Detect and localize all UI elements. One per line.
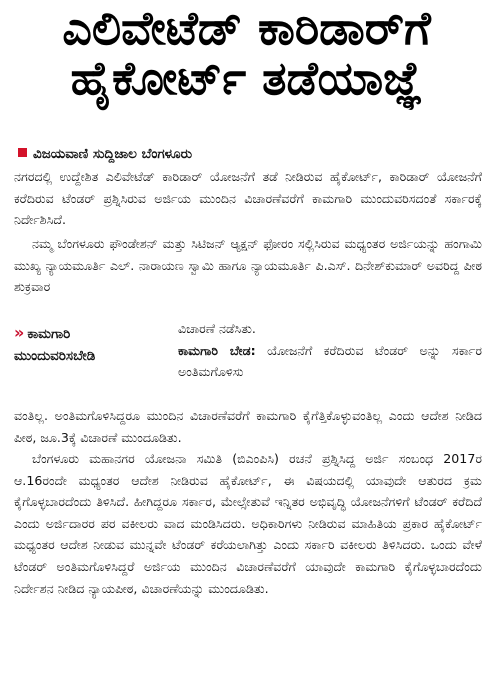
sidebar-line-1: ಕಾಮಗಾರಿ [27,326,71,342]
paragraph-2-end: ವಿಚಾರಣೆ ನಡೆಸಿತು. [178,321,256,336]
red-square-icon [18,148,27,157]
headline-line-2: ಹೈಕೋರ್ಟ್ ತಡೆಯಾಜ್ಞೆ [70,51,423,106]
byline [18,146,192,162]
paragraph-2 [14,233,482,298]
chevron-icon: » [14,323,25,342]
paragraph-1: ನಗರದಲ್ಲಿ ಉದ್ದೇಶಿತ ಎಲಿವೇಟೆಡ್ ಕಾರಿಡಾರ್ ಯೋಜನೆಗೆ ತಡೆ ನೀಡಿರುವ ಹೈಕೋರ್ಟ್, ಕಾರಿಡಾರ್ ಯೋಜನೆಗೆ ಕರೆದಿರುವ ಟೆಂಡರ್ ಪ್ರಶ್ನಿಸಿರುವ ಅರ್ಜಿಯ ಮುಂದಿನ ವಿಚಾರಣೆವರೆಗೆ ಕಾಮಗಾರಿ ಮುಂದುವರಿಸದಂತೆ ಸರ್ಕಾರಕ್ಕೆ ನಿರ್ದೇಶಿಸಿದೆ. [14,169,482,228]
paragraph-3-column-text: ಯೋಜನೆಗೆ ಕರೆದಿರುವ ಟೆಂಡರ್ ಅನ್ನು ಸರ್ಕಾರ ಅಂತಿಮಗೊಳಿಸು [178,342,482,380]
paragraph-4: ಬೆಂಗಳೂರು ಮಹಾನಗರ ಯೋಜನಾ ಸಮಿತಿ (ಬಿಎಂಪಿಸಿ) ರಚನೆ ಪ್ರಶ್ನಿಸಿದ್ದ ಅರ್ಜಿ ಸಂಬಂಧ 2017ರ ಆ.16ರಂದೇ ಮಧ್ಯಂತರ ಆದೇಶ ನೀಡಿರುವ ಹೈಕೋರ್ಟ್, ಈ ವಿಷಯದಲ್ಲಿ ಯಾವುದೇ ಆತುರದ ಕ್ರಮ ಕೈಗೊಳ್ಳಬಾರದೆಂದು ತಿಳಿಸಿದೆ. ಹೀಗಿದ್ದರೂ ಸರ್ಕಾರ, ಮೇಲ್ಸೇತುವೆ ಇನ್ನಿತರ ಅಭಿವೃದ್ಧಿ ಯೋಜನೆಗಳಿಗೆ ಟೆಂಡರ್ ಕರೆದಿದೆ ಎಂದು ಅರ್ಜಿದಾರರ ಪರ ವಕೀಲರು ವಾದ ಮಂಡಿಸಿದರು. ಅಧಿಕಾರಿಗಳು ನೀಡಿರುವ ಮಾಹಿತಿಯ ಪ್ರಕಾರ ಹೈಕೋರ್ಟ್ ಮಧ್ಯಂತರ ಆದೇಶ ನೀಡುವ ಮುನ್ನವೇ ಟೆಂಡರ್ ಕರೆಯಲಾಗಿತ್ತು ಎಂದು ಸರ್ಕಾರಿ ವಕೀಲರು ತಿಳಿಸಿದರು. ಒಂದು ವೇಳೆ ಟೆಂಡರ್ ಅಂತಿಮಗೊಳಿಸಿದ್ದರೆ ಅರ್ಜಿಯ ಮುಂದಿನ ವಿಚಾರಣೆವರೆಗೆ ಯಾವುದೇ ಕಾಮಗಾರಿ ಕೈಗೊಳ್ಳಬಾರದೆಂದು ನಿರ್ದೇಶನ ನೀಡಿದ ನ್ಯಾಯಪೀಠ, ವಿಚಾರಣೆಯನ್ನು ಮುಂದೂಡಿತು. [14,451,482,596]
paragraph-3-lead: ಕಾಮಗಾರಿ ಬೇಡ: [178,342,256,358]
paragraph-3-rest: ವಂತಿಲ್ಲ. ಅಂತಿಮಗೊಳಿಸಿದ್ದರೂ ಮುಂದಿನ ವಿಚಾರಣೆವರೆಗೆ ಕಾಮಗಾರಿ ಕೈಗೆತ್ತಿಕೊಳ್ಳುವಂತಿಲ್ಲ ಎಂದು ಆದೇಶ ನೀಡಿದ ಪೀಠ, ಜೂ.3ಕ್ಕೆ ವಿಚಾರಣೆ ಮುಂದೂಡಿತು. [14,408,482,445]
paragraph-3-column [178,318,482,383]
paragraph-2-text: ನಮ್ಮ ಬೆಂಗಳೂರು ಫೌಂಡೇಶನ್ ಮತ್ತು ಸಿಟಿಜನ್ ಆ್ಯಕ್ಷನ್ ಫೋರಂ ಸಲ್ಲಿಸಿರುವ ಮಧ್ಯಂತರ ಅರ್ಜಿಯನ್ನು ಹಂಗಾಮಿ ಮುಖ್ಯ ನ್ಯಾಯಮೂರ್ತಿ ಎಲ್. ನಾರಾಯಣ ಸ್ವಾಮಿ ಹಾಗೂ ನ್ಯಾಯಮೂರ್ತಿ ಪಿ.ಎಸ್. ದಿನೇಶ್‌ಕುಮಾರ್ ಅವರಿದ್ದ ಪೀಠ ಶುಕ್ರವಾರ [14,236,482,295]
sidebar-callout [14,322,174,367]
sidebar-line-2: ಮುಂದುವರಿಸಬೇಡಿ [14,348,96,364]
headline [0,1,493,106]
headline-line-1: ಎಲಿವೇಟೆಡ್ ಕಾರಿಡಾರ್‌ಗೆ [62,1,431,55]
byline-text: ವಿಜಯವಾಣಿ ಸುದ್ದಿಜಾಲ ಬೆಂಗಳೂರು [33,146,193,162]
